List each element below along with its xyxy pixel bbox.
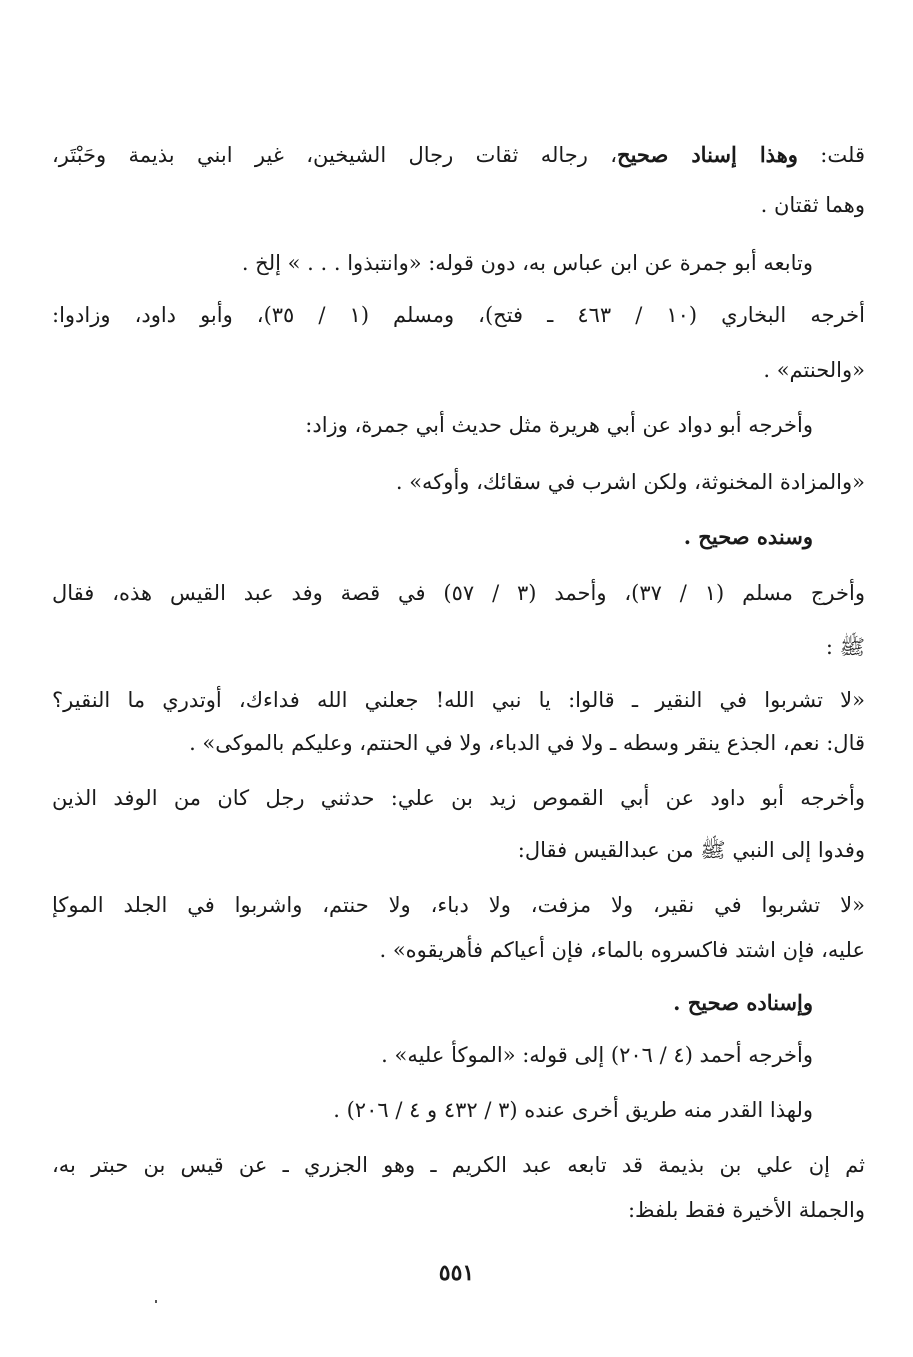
text-segment: «والمزادة المخنوثة، ولكن اشرب في سقائك، وأوكه» . xyxy=(395,470,865,494)
bold-text: وإسناده صحيح . xyxy=(673,990,813,1015)
text-line xyxy=(52,1190,865,1230)
text-line xyxy=(52,1090,813,1130)
text-segment: قال: نعم، الجذع ينقر وسطه ـ ولا في الدباء، ولا في الحنتم، وعليكم بالموكى» . xyxy=(189,731,865,755)
text-line xyxy=(52,295,865,335)
text-line xyxy=(52,185,865,225)
text-segment: وأخرج مسلم (١ / ٣٧)، وأحمد (٣ / ٥٧) في قصة وفد عبد القيس هذه، فقال xyxy=(52,581,865,605)
text-line xyxy=(52,462,865,502)
text-line xyxy=(52,135,865,175)
text-line xyxy=(52,517,813,557)
bold-text: وسنده صحيح . xyxy=(683,524,813,549)
text-line xyxy=(52,930,865,970)
text-line xyxy=(52,830,865,870)
text-line xyxy=(52,1035,813,1075)
text-segment: ثم إن علي بن بذيمة قد تابعه عبد الكريم ـ وهو الجزري ـ عن قيس بن حبتر به، xyxy=(52,1153,865,1177)
text-segment: وأخرجه أبو داود عن أبي القموص زيد بن علي: حدثني رجل كان من الوفد الذين xyxy=(52,786,865,810)
text-segment: والجملة الأخيرة فقط بلفظ: xyxy=(627,1198,865,1222)
text-segment: «والحنتم» . xyxy=(763,358,865,382)
text-line xyxy=(52,680,865,720)
text-line xyxy=(52,723,865,763)
text-line xyxy=(52,778,865,818)
text-segment: قلت: xyxy=(797,143,865,167)
text-segment: ﷺ : xyxy=(825,635,865,659)
text-segment: «لا تشربوا في نقير، ولا مزفت، ولا دباء، ولا حنتم، واشربوا في الجلد الموكإ xyxy=(52,893,865,917)
text-segment: وهما ثقتان . xyxy=(760,193,865,217)
text-segment: «لا تشربوا في النقير ـ قالوا: يا نبي الله! جعلني الله فداءك، أوتدري ما النقير؟ xyxy=(52,688,865,712)
text-line xyxy=(52,627,865,667)
text-segment: وأخرجه أحمد (٤ / ٢٠٦) إلى قوله: «الموكأ عليه» . xyxy=(381,1043,813,1067)
text-segment: ولهذا القدر منه طريق أخرى عنده (٣ / ٤٣٢ و ٤ / ٢٠٦) . xyxy=(333,1098,813,1122)
text-line xyxy=(52,983,813,1023)
text-segment: ، رجاله ثقات رجال الشيخين، غير ابني بذيمة وحَبْتَر، xyxy=(52,143,618,167)
text-segment: أخرجه البخاري (١٠ / ٤٦٣ ـ فتح)، ومسلم (١ / ٣٥)، وأبو داود، وزادوا: xyxy=(52,303,865,327)
scan-speck xyxy=(155,1300,157,1303)
text-line xyxy=(52,885,865,925)
bold-text: وهذا إسناد صحيح xyxy=(617,142,798,167)
text-line xyxy=(52,405,813,445)
page-number: ٥٥١ xyxy=(438,1260,475,1286)
text-segment: وتابعه أبو جمرة عن ابن عباس به، دون قوله: «وانتبذوا . . . » إلخ . xyxy=(241,251,813,275)
text-line xyxy=(52,1145,865,1185)
text-segment: وأخرجه أبو دواد عن أبي هريرة مثل حديث أبي جمرة، وزاد: xyxy=(305,413,813,437)
text-line xyxy=(52,243,813,283)
text-line xyxy=(52,573,865,613)
text-line xyxy=(52,350,865,390)
text-segment: وفدوا إلى النبي ﷺ من عبدالقيس فقال: xyxy=(517,838,865,862)
text-segment: عليه، فإن اشتد فاكسروه بالماء، فإن أعياكم فأهريقوه» . xyxy=(379,938,865,962)
